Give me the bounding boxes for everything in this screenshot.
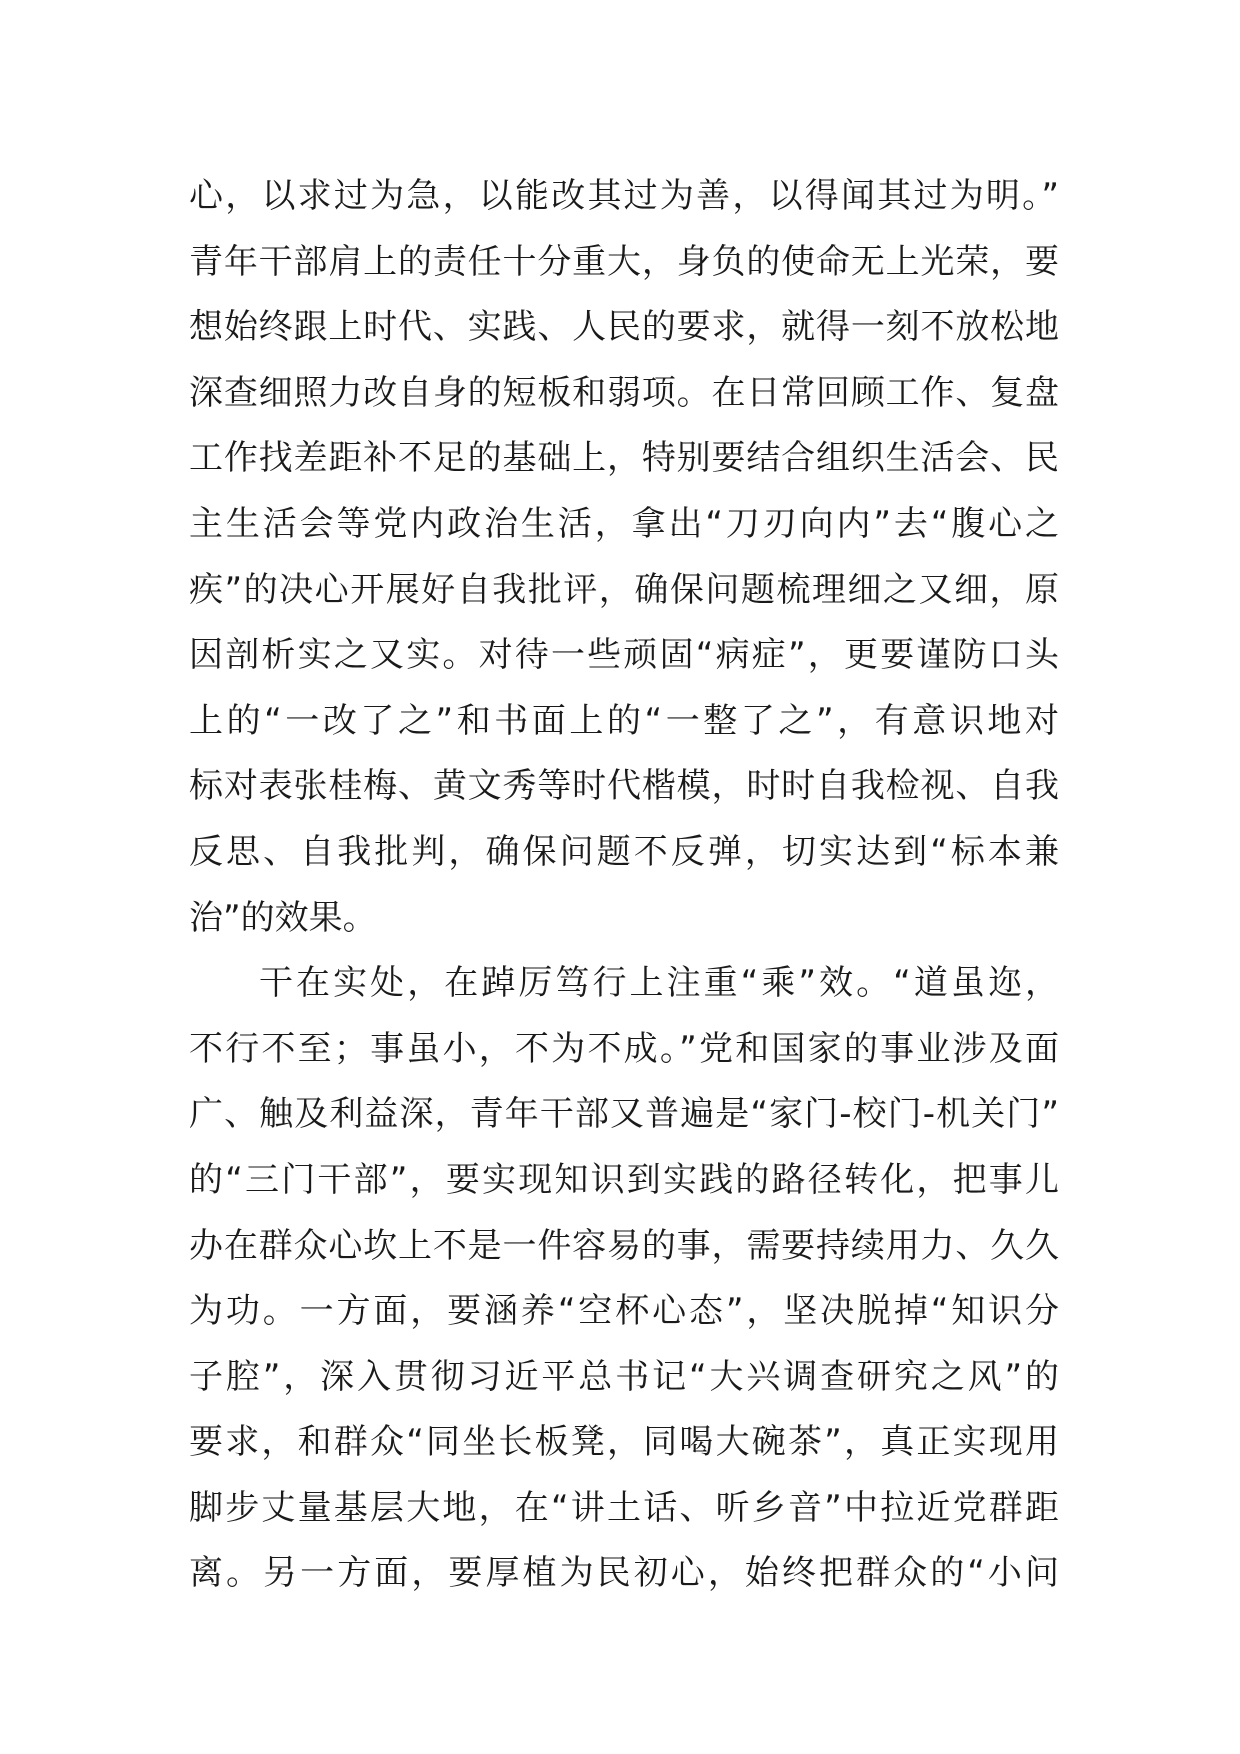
text-line: 要求，和群众“同坐长板凳，同喝大碗茶”，真正实现用 [189, 1422, 1059, 1463]
body-text [189, 164, 1059, 1607]
text-line: 治”的效果。 [189, 897, 377, 938]
text-line: 青年干部肩上的责任十分重大，身负的使命无上光荣，要 [189, 241, 1059, 282]
text-line: 干在实处，在踔厉笃行上注重“乘”效。“道虽迩， [259, 963, 1059, 1004]
text-line: 脚步丈量基层大地，在“讲土话、听乡音”中拉近党群距 [189, 1487, 1059, 1528]
text-line: 疾”的决心开展好自我批评，确保问题梳理细之又细，原 [189, 569, 1059, 610]
text-line: 深查细照力改自身的短板和弱项。在日常回顾工作、复盘 [189, 372, 1059, 413]
text-line: 子腔”，深入贯彻习近平总书记“大兴调查研究之风”的 [189, 1356, 1059, 1397]
text-line: 因剖析实之又实。对待一些顽固“病症”，更要谨防口头 [189, 635, 1059, 676]
paragraph [189, 951, 1059, 1607]
text-line: 反思、自我批判，确保问题不反弹，切实达到“标本兼 [189, 831, 1059, 872]
text-line: 想始终跟上时代、实践、人民的要求，就得一刻不放松地 [189, 307, 1059, 348]
text-line: 标对表张桂梅、黄文秀等时代楷模，时时自我检视、自我 [189, 766, 1059, 807]
paragraph [189, 164, 1059, 951]
text-line: 上的“一改了之”和书面上的“一整了之”，有意识地对 [189, 700, 1059, 741]
text-line: 心，以求过为急，以能改其过为善，以得闻其过为明。” [189, 176, 1059, 216]
text-line: 办在群众心坎上不是一件容易的事，需要持续用力、久久 [189, 1225, 1059, 1266]
text-line: 的“三门干部”，要实现知识到实践的路径转化，把事儿 [189, 1159, 1059, 1200]
text-line: 工作找差距补不足的基础上，特别要结合组织生活会、民 [189, 438, 1059, 479]
text-line: 广、触及利益深，青年干部又普遍是“家门-校门-机关门” [189, 1094, 1059, 1135]
text-line: 离。另一方面，要厚植为民初心，始终把群众的“小问 [189, 1553, 1059, 1594]
text-line: 主生活会等党内政治生活，拿出“刀刃向内”去“腹心之 [189, 503, 1059, 544]
text-line: 不行不至；事虽小，不为不成。”党和国家的事业涉及面 [189, 1028, 1059, 1069]
text-line: 为功。一方面，要涵养“空杯心态”，坚决脱掉“知识分 [189, 1291, 1059, 1332]
